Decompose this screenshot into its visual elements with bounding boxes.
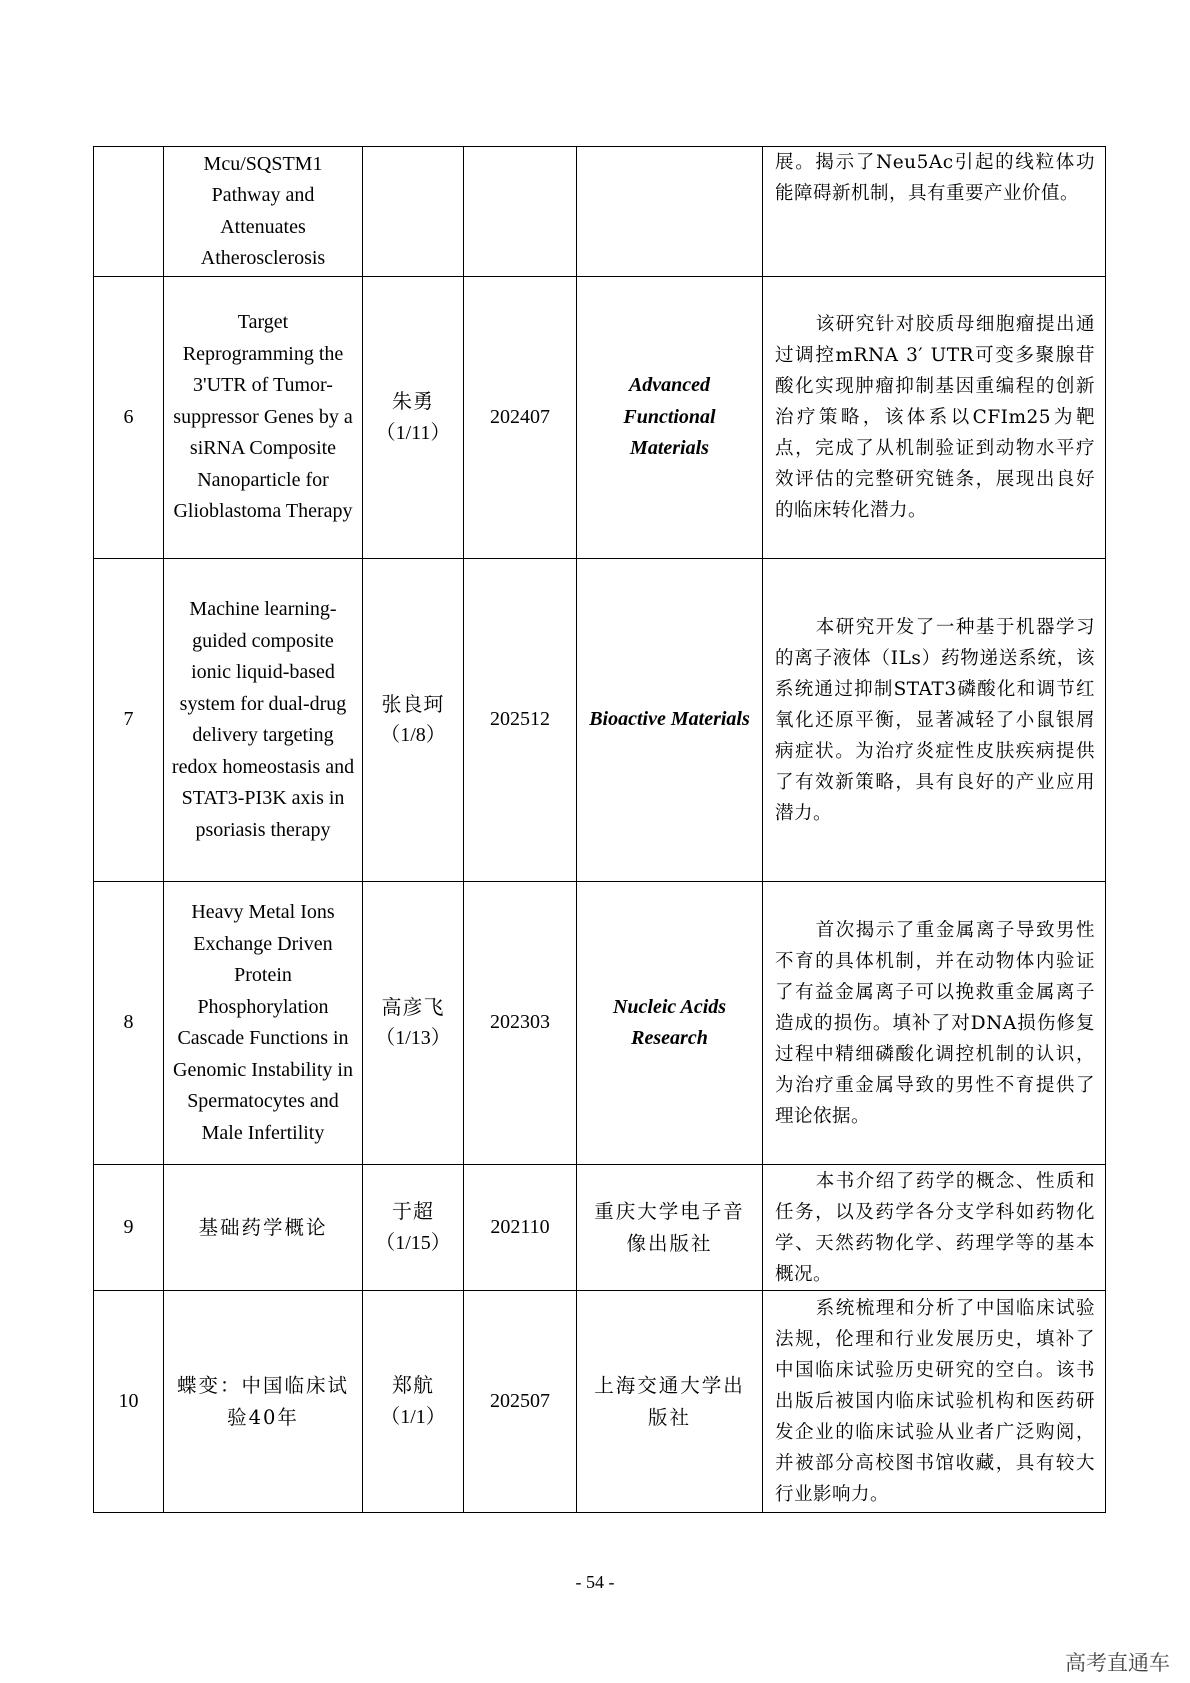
publish-date: 202303	[464, 882, 577, 1165]
author-rank: （1/8）	[380, 724, 446, 746]
publisher-name: 上海交通大学出版社	[577, 1291, 763, 1513]
row-number: 6	[94, 277, 164, 559]
achievements-table	[93, 146, 1106, 1513]
abstract-cell	[763, 882, 1106, 1165]
table-row	[94, 277, 1106, 559]
author-cell	[363, 277, 464, 559]
abstract-cell	[763, 1291, 1106, 1513]
author-cell	[363, 1165, 464, 1291]
author-cell	[363, 882, 464, 1165]
author-cell	[363, 559, 464, 882]
publisher-name: 重庆大学电子音像出版社	[577, 1165, 763, 1291]
author-name: 张良珂	[381, 691, 445, 716]
work-title: Machine learning-guided composite ionic liquid-based system for dual-drug delivery targeting redox homeostasis and STAT3-PI3K axis in psoriasis therapy	[164, 559, 363, 882]
publish-date: 202507	[464, 1291, 577, 1513]
page-number: - 54 -	[575, 1572, 615, 1592]
author-rank: （1/13）	[375, 1027, 451, 1049]
work-title: Target Reprogramming the 3'UTR of Tumor-suppressor Genes by a siRNA Composite Nanoparticle for Glioblastoma Therapy	[164, 277, 363, 559]
table-row	[94, 559, 1106, 882]
work-title: 蝶变：中国临床试验40年	[164, 1291, 363, 1513]
row-number: 10	[94, 1291, 164, 1513]
author-rank: （1/11）	[375, 421, 451, 444]
abstract-text: 展。揭示了Neu5Ac引起的线粒体功能障碍新机制，具有重要产业价值。	[775, 152, 1095, 204]
work-title: Mcu/SQSTM1 Pathway and Attenuates Atherosclerosis	[164, 147, 363, 277]
abstract-text: 本书介绍了药学的概念、性质和任务，以及药学各分支学科如药物化学、天然药物化学、药理学等的基本概况。	[775, 1170, 1095, 1285]
row-number: 7	[94, 559, 164, 882]
abstract-cell	[763, 1165, 1106, 1291]
publish-date: 202512	[464, 559, 577, 882]
publish-date: 202407	[464, 277, 577, 559]
publish-date: 202110	[464, 1165, 577, 1291]
journal-name	[577, 147, 763, 277]
author-name: 朱勇	[392, 389, 434, 413]
author-cell	[363, 1291, 464, 1513]
author-rank: （1/15）	[375, 1231, 451, 1254]
table-row	[94, 882, 1106, 1165]
abstract-text: 系统梳理和分析了中国临床试验法规，伦理和行业发展历史，填补了中国临床试验历史研究的空白。该书出版后被国内临床试验机构和医药研发企业的临床试验从业者广泛购阅，并被部分高校图书馆收藏，具有较大行业影响力。	[775, 1298, 1095, 1505]
row-number: 9	[94, 1165, 164, 1291]
author-name: 于超	[392, 1199, 434, 1223]
author-cell	[363, 147, 464, 277]
publish-date	[464, 147, 577, 277]
journal-name: Bioactive Materials	[577, 559, 763, 882]
table-row	[94, 1165, 1106, 1291]
author-rank: （1/1）	[380, 1405, 446, 1428]
journal-name: Advanced Functional Materials	[577, 277, 763, 559]
row-number: 8	[94, 882, 164, 1165]
journal-name: Nucleic Acids Research	[577, 882, 763, 1165]
table-row	[94, 1291, 1106, 1513]
row-number	[94, 147, 164, 277]
work-title: 基础药学概论	[164, 1165, 363, 1291]
work-title: Heavy Metal Ions Exchange Driven Protein Phosphorylation Cascade Functions in Genomic Instability in Spermatocytes and Male Infertility	[164, 882, 363, 1165]
table-row	[94, 147, 1106, 277]
abstract-cell	[763, 147, 1106, 277]
watermark: 高考直通车	[1065, 1651, 1170, 1675]
author-name: 高彦飞	[381, 994, 445, 1019]
abstract-cell	[763, 277, 1106, 559]
abstract-text: 首次揭示了重金属离子导致男性不育的具体机制，并在动物体内验证了有益金属离子可以挽救重金属离子造成的损伤。填补了对DNA损伤修复过程中精细磷酸化调控机制的认识，为治疗重金属导致的男性不育提供了理论依据。	[775, 919, 1095, 1127]
abstract-cell	[763, 559, 1106, 882]
abstract-text: 该研究针对胶质母细胞瘤提出通过调控mRNA 3′ UTR可变多聚腺苷酸化实现肿瘤抑制基因重编程的创新治疗策略，该体系以CFIm25为靶点，完成了从机制验证到动物水平疗效评估的完整研究链条，展现出良好的临床转化潜力。	[775, 314, 1095, 521]
abstract-text: 本研究开发了一种基于机器学习的离子液体（ILs）药物递送系统，该系统通过抑制STAT3磷酸化和调节红氧化还原平衡，显著减轻了小鼠银屑病症状。为治疗炎症性皮肤疾病提供了有效新策略，具有良好的产业应用潜力。	[775, 616, 1095, 824]
author-name: 郑航	[392, 1373, 434, 1397]
